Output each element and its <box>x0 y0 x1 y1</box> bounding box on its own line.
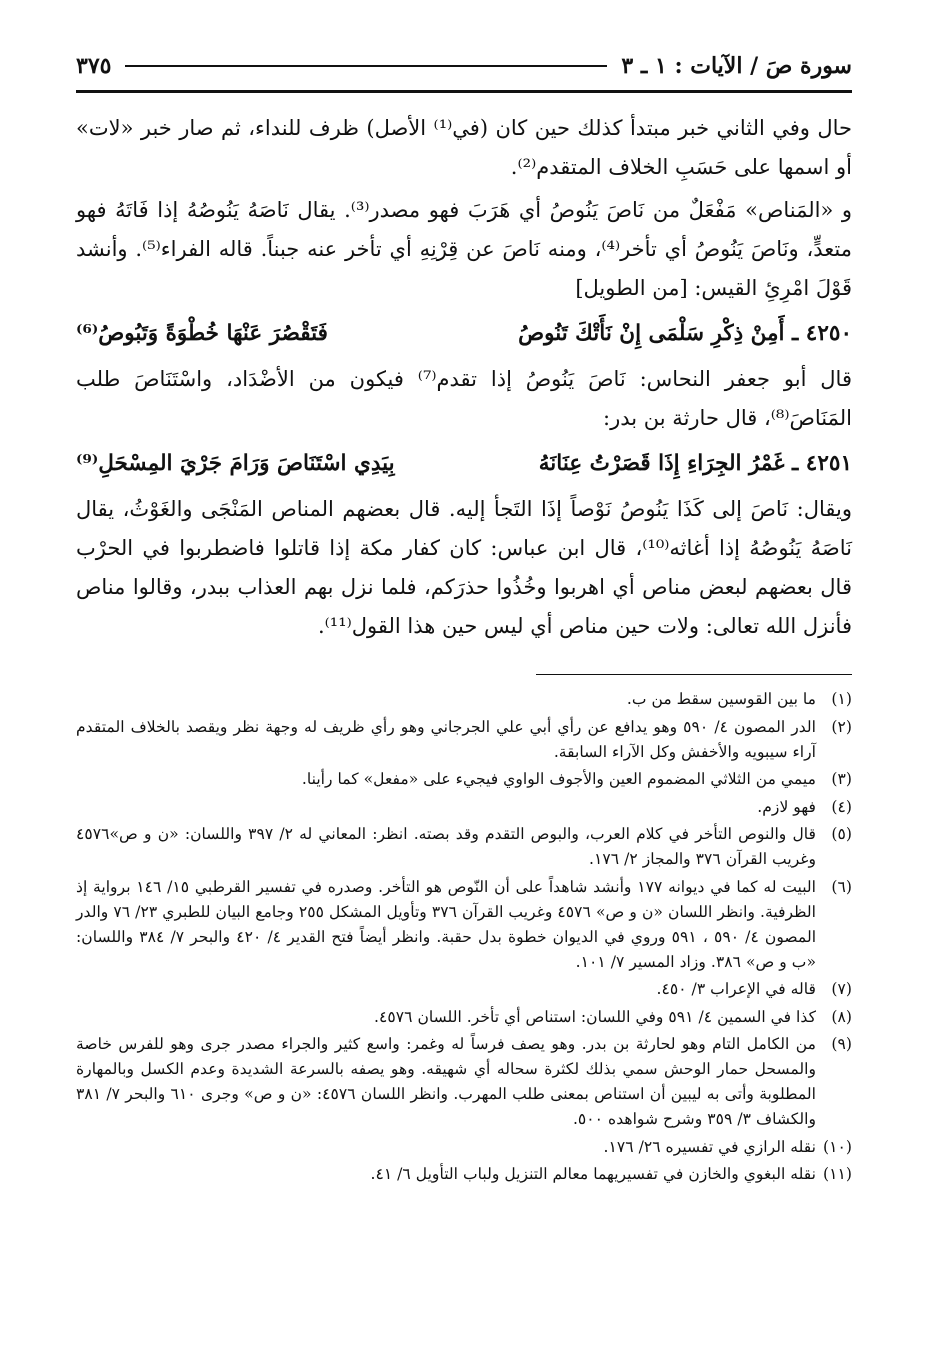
footnote-separator <box>536 674 852 675</box>
footnote <box>76 1162 852 1187</box>
footnote-number: (٨) <box>831 1007 852 1026</box>
footnote-text: من الكامل التام وهو لحارثة بن بدر. وهو يصف فرساً له وغمر: واسع كثير والجراء مصدر جرى وهو للفرس خاصة والمسحل حمار الوحش سمي بذلك لكثرة سحاله أي شهيقه. وهو يصفه بالسرعة الشديدة وعدم الكسل وبالمهارة المطلوبة وأتى به ليبين أن استناص بمعنى طلب المهرب. وانظر اللسان ٤٥٧٦: «ن و ص» وجرى ٦١٠ والبحر ٧/ ٣٨١ والكشاف ٣/ ٣٥٩ وشرح شواهده ٥٠٠. <box>76 1035 817 1128</box>
paragraph-1: حال وفي الثاني خبر مبتدأ كذلك حين كان (في⁽¹⁾ الأصل) ظرف للنداء، ثم صار خبر «لات» أو اسمها على حَسَبِ الخلاف المتقدم⁽²⁾. <box>76 116 852 179</box>
footnote <box>76 1135 852 1160</box>
footnote <box>76 1005 852 1030</box>
footnote-number: (٥) <box>831 825 852 843</box>
paragraph-3: قال أبو جعفر النحاس: نَاصَ يَنُوصُ إذا تقدم⁽⁷⁾ فيكون من الأضْدَاد، واسْتَنَاصَ طلب المَنَاصَ⁽⁸⁾، قال حارثة بن بدر: <box>76 367 852 430</box>
footnote <box>76 767 852 792</box>
footnote-text: فهو لازم. <box>757 797 816 816</box>
footnote-text: قاله في الإعراب ٣/ ٤٥٠. <box>656 980 816 998</box>
footnote-number: (١١) <box>823 1165 852 1183</box>
book-page <box>76 46 852 1190</box>
main-text <box>76 109 852 646</box>
footnote <box>76 875 852 975</box>
page-number: ٣٧٥ <box>76 53 112 79</box>
footnote <box>76 977 852 1002</box>
verse-4250-second-hemistich: فَتَقْصُرَ عَنْهَا خُطْوَةً وَتَبُوصُ⁽⁶⁾ <box>76 321 328 346</box>
paragraph-4: ويقال: نَاصَ إلى كَذَا يَنُوصُ نَوْصاً إذَا التَجأ إليه. قال بعضهم المناص المَنْجَى والغَوْثُ، يقال نَاصَهُ يَنُوصُهُ إذا أغاثه⁽¹⁰⁾، قال ابن عباس: كان كفار مكة إذا قاتلوا فاضطربوا في الحرْب قال بعضهم لبعض مناص أي اهربوا وخُذُوا حذرَكم، فلما نزل بهم العذاب ببدر، وقالوا مناص فأنزل الله تعالى: ولات حين مناص أي ليس حين هذا القول⁽¹¹⁾. <box>76 497 852 638</box>
footnote-number: (٤) <box>831 797 852 816</box>
verse-4250 <box>76 312 852 356</box>
footnote-number: (٩) <box>831 1035 852 1053</box>
footnotes <box>76 687 852 1187</box>
footnote-text: قال والنوص التأخر في كلام العرب، والبوص التقدم وقد بصته. انظر: المعاني له ٢/ ٣٩٧ واللسان: «ن و ص»٤٥٧٦ وغريب القرآن ٣٧٦ والمجاز ٢/ ١٧٦. <box>76 825 816 868</box>
footnote <box>76 687 852 712</box>
footnote <box>76 1032 852 1132</box>
verse-4251-second-hemistich: بِيَدِي اسْتَنَاصَ وَرَامَ جَرْيَ المِسْحَلِ⁽⁹⁾ <box>76 451 395 476</box>
footnote-number: (٣) <box>831 770 852 788</box>
footnote-text: ما بين القوسين سقط من ب. <box>626 690 816 708</box>
footnote-text: الدر المصون ٤/ ٥٩٠ وهو يدافع عن رأي أبي علي الجرجاني وهو رأي ظريف له وجهة نظر ويقصد بالخلاف المتقدم آراء سيبويه والأخفش وكل الآراء السابقة. <box>76 717 816 761</box>
footnote-text: نقله البغوي والخازن في تفسيريهما معالم التنزيل ولباب التأويل ٦/ ٤١. <box>370 1165 816 1183</box>
footnote-number: (٦) <box>831 877 852 896</box>
verse-4250-first-hemistich: ٤٢٥٠ ـ أَمِنْ ذِكْرِ سَلْمَى إِنْ نَأَتْكَ تَنُوصُ <box>518 321 852 346</box>
footnote <box>76 795 852 820</box>
header-line <box>125 65 607 67</box>
verse-4251 <box>76 442 852 486</box>
footnote-number: (١) <box>831 690 852 708</box>
header-rule <box>76 90 852 93</box>
footnote <box>76 822 852 872</box>
footnote-number: (١٠) <box>823 1137 852 1156</box>
paragraph-2: و «المَناص» مَفْعَلٌ من نَاصَ يَنُوصُ أي هَرَبَ فهو مصدر⁽³⁾. يقال نَاصَهُ يَنُوصُهُ إذا فَاتَهُ فهو متعدٍّ، ونَاصَ يَنُوصُ أي تأخر⁽⁴⁾، ومنه نَاصَ عن قِرْنِهِ أي تأخر عنه جبناً. قاله الفراء⁽⁵⁾. وأنشد قَوْلَ امْرِئِ القيس: [من الطويل] <box>76 198 853 300</box>
running-header <box>76 46 852 86</box>
footnote-text: ميمي من الثلاثي المضموم العين والأجوف الواوي فيجيء على «مفعل» كما رأينا. <box>301 770 816 788</box>
footnote-number: (٧) <box>831 980 852 998</box>
footnote-text: البيت له كما في ديوانه ١٧٧ وأنشد شاهداً على أن النّوص هو التأخر. وصدره في تفسير القرطبي ١٥/ ١٤٦ برواية إذ الظرفية. وانظر اللسان «ن و ص» ٤٥٧٦ وغريب القرآن ٣٧٦ وتأويل المشكل ٢٥٥ وجامع البيان للطبري ٢٣/ ٧٦ والدر المصون ٤/ ٥٩٠ ، ٥٩١ وروي في الديوان خطوة بدل حقبة. وانظر أيضاً فتح القدير ٤/ ٤٢٠ والبحر ٧/ ٣٨٤ واللسان: «ب و ص» ٣٨٦. وزاد المسير ٧/ ١٠١. <box>76 877 817 971</box>
footnote-text: كذا في السمين ٤/ ٥٩١ وفي اللسان: استناص أي تأخر. اللسان ٤٥٧٦. <box>374 1007 816 1026</box>
footnote-text: نقله الرازي في تفسيره ٢٦/ ١٧٦. <box>603 1137 816 1156</box>
header-title: سورة صَ / الآيات : ١ ـ ٣ <box>621 53 852 79</box>
footnote <box>76 715 852 765</box>
footnote-number: (٢) <box>831 717 852 736</box>
verse-4251-first-hemistich: ٤٢٥١ ـ غَمْرُ الجِرَاءِ إِذَا قَصَرْتُ عِنَانَهُ <box>538 451 852 476</box>
